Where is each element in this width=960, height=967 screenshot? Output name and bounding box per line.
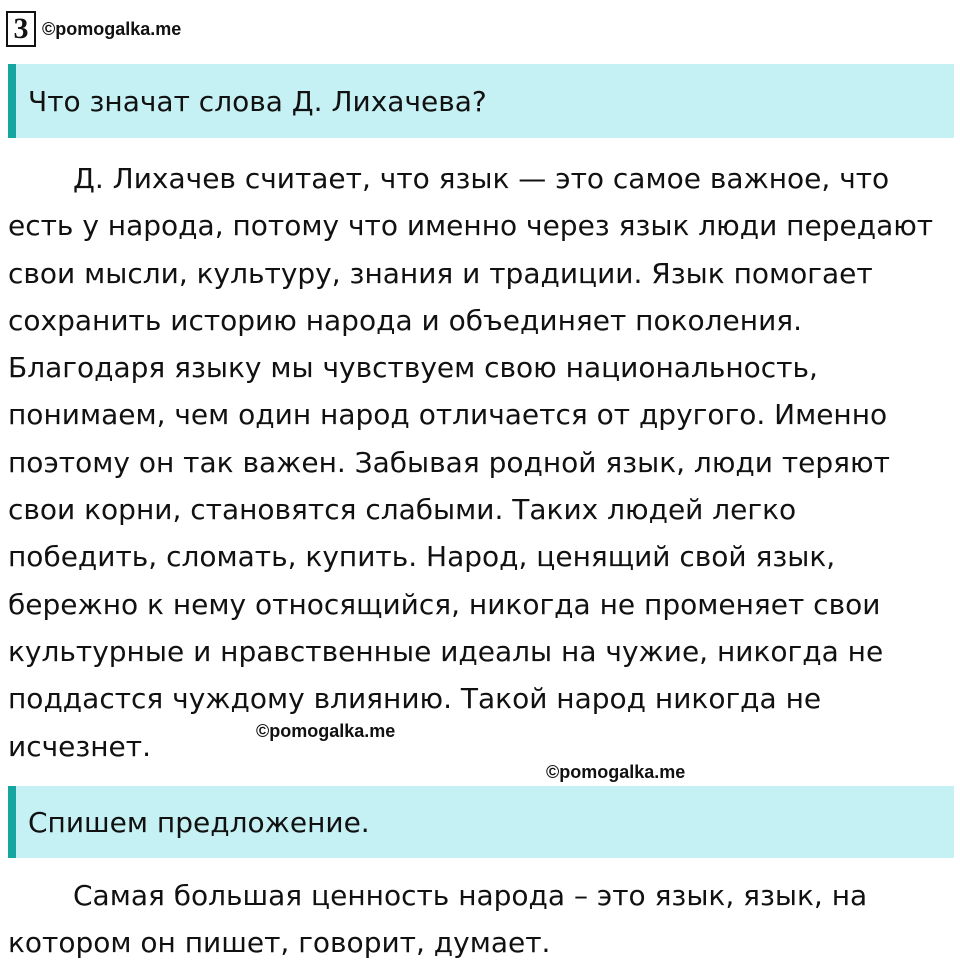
page-header <box>6 8 181 50</box>
section-heading-copy: Спишем предложение. <box>8 786 954 858</box>
watermark-middle: ©pomogalka.me <box>256 721 396 741</box>
watermark-top: ©pomogalka.me <box>42 18 182 39</box>
page-number-badge: 3 <box>6 11 36 47</box>
copied-sentence-paragraph: Самая большая ценность народа – это язык, язык, на котором он пишет, говорит, думает. <box>8 879 868 960</box>
watermark-right: ©pomogalka.me <box>546 762 686 782</box>
section-heading-question: Что значат слова Д. Лихачева? <box>8 64 954 138</box>
answer-paragraph: Д. Лихачев считает, что язык — это самое важное, что есть у народа, потому что именно через язык люди передают свои мысли, культуру, знания и традиции. Язык помогает сохранить историю народа и объединяет поколения. Благодаря языку мы чувствуем свою национальность, понимаем, чем один народ отличается от другого. Именно поэтому он так важен. Забывая родной язык, люди теряют свои корни, становятся слабыми. Таких людей легко победить, сломать, купить. Народ, ценящий свой язык, бережно к нему относящийся, никогда не променяет свои культурные и нравственные идеалы на чужие, никогда не поддастся чуждому влиянию. Такой народ никогда не исчезнет. <box>8 162 934 763</box>
